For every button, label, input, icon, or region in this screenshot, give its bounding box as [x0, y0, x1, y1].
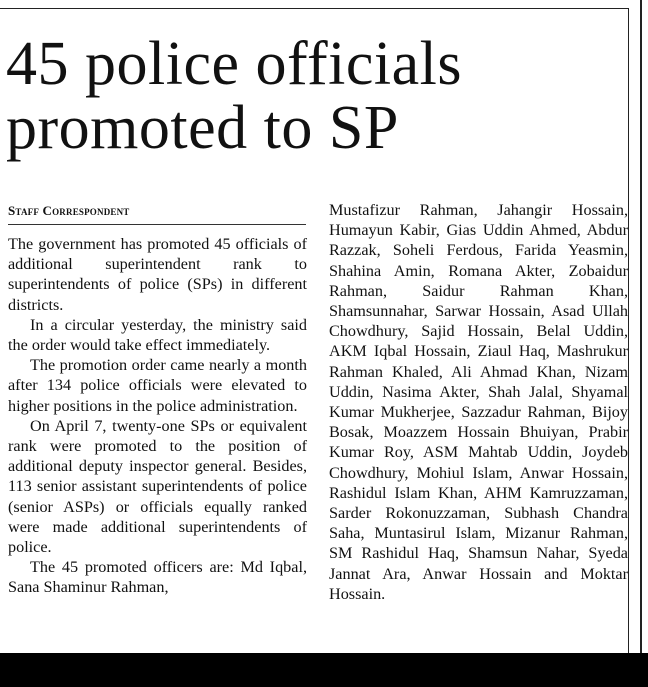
page-edge-rule: [640, 0, 642, 653]
article-column-right: [329, 200, 628, 604]
article-headline: 45 police officials promoted to SP: [6, 30, 463, 162]
paragraph-5: The 45 promoted officers are: Md Iqbal, Sana Shaminur Rahman,: [8, 558, 307, 597]
article-column-left: [8, 234, 307, 598]
bottom-black-bar: [0, 653, 648, 687]
paragraph-continuation: Mustafizur Rahman, Jahangir Hossain, Humayun Kabir, Gias Uddin Ahmed, Abdur Razzak, Soheli Ferdous, Farida Yeasmin, Shahina Amin, Romana Akter, Zobaidur Rahman, Saidur Rahman Khan, Shamsunnahar, Sarwar Hossain, Asad Ullah Chowdhury, Sajid Hossain, Belal Uddin, AKM Iqbal Hossain, Ziaul Haq, Mashrukur Rahman Khaled, Ali Ahmad Khan, Nizam Uddin, Nasima Akter, Shah Jalal, Shyamal Kumar Mukherjee, Sazzadur Rahman, Bijoy Bosak, Moazzem Hossain Bhuiyan, Prabir Kumar Roy, ASM Mahtab Uddin, Joydeb Chowdhury, Mohiul Islam, Anwar Hossain, Rashidul Islam Khan, AHM Kamruzzaman, Sarder Rokonuzzaman, Subhash Chandra Saha, Muntasirul Islam, Mizanur Rahman, SM Rashidul Haq, Shamsun Nahar, Syeda Jannat Ara, Anwar Hossain and Moktar Hossain.: [329, 201, 628, 603]
byline: Staff Correspondent: [8, 203, 130, 218]
top-rule: [0, 8, 628, 9]
column-divider-rule: [628, 8, 629, 653]
paragraph-4: On April 7, twenty-one SPs or equivalent rank were promoted to the position of additional deputy inspector general. Besides, 113 senior assistant superintendents of police (senior ASPs) or officials equally ranked were made additional superintendents of police.: [8, 416, 307, 557]
paragraph-3: The promotion order came nearly a month after 134 police officials were elevated to higher positions in the police administration.: [8, 356, 307, 415]
paragraph-2: In a circular yesterday, the ministry said the order would take effect immediately.: [8, 315, 307, 355]
paragraph-1: The government has promoted 45 officials of additional superintendent rank to superintendents of police (SPs) in different districts.: [8, 235, 307, 314]
byline-rule: [8, 224, 306, 225]
